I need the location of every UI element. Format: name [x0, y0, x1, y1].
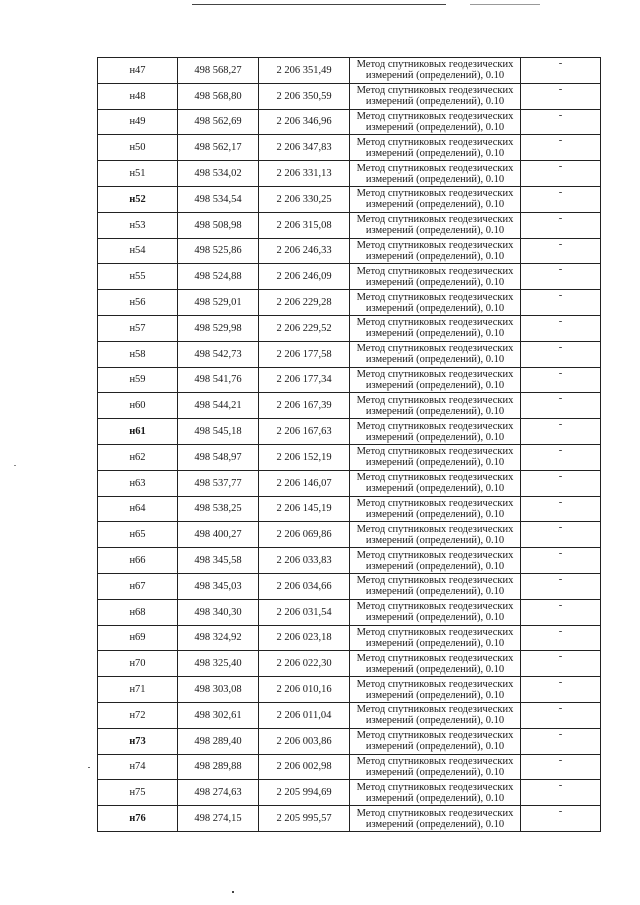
- empty-value-cell: -: [521, 290, 601, 316]
- method-line-2: измерений (определений), 0.10: [365, 508, 505, 520]
- point-name-cell: н50: [98, 135, 178, 161]
- coord-y-cell: 2 206 229,52: [259, 315, 350, 341]
- coord-x-cell: 498 529,01: [178, 290, 259, 316]
- method-cell: [350, 625, 521, 651]
- empty-value-cell: -: [521, 496, 601, 522]
- coord-x-cell: 498 541,76: [178, 367, 259, 393]
- method-line-2: измерений (определений), 0.10: [365, 689, 505, 701]
- method-line-1: Метод спутниковых геодезических: [356, 59, 514, 71]
- point-name-cell: н58: [98, 341, 178, 367]
- empty-value-cell: -: [521, 315, 601, 341]
- method-line-2: измерений (определений), 0.10: [365, 354, 505, 366]
- method-line-2: измерений (определений), 0.10: [365, 792, 505, 804]
- method-line-2: измерений (определений), 0.10: [365, 96, 505, 108]
- method-line-1: Метод спутниковых геодезических: [356, 136, 514, 148]
- method-cell: [350, 754, 521, 780]
- method-line-2: измерений (определений), 0.10: [365, 612, 505, 624]
- method-line-1: Метод спутниковых геодезических: [356, 497, 514, 509]
- method-line-2: измерений (определений), 0.10: [365, 715, 505, 727]
- coord-x-cell: 498 274,15: [178, 806, 259, 832]
- empty-value-cell: -: [521, 419, 601, 445]
- point-name-cell: н59: [98, 367, 178, 393]
- method-cell: [350, 238, 521, 264]
- table-row: [98, 599, 601, 625]
- coord-x-cell: 498 274,63: [178, 780, 259, 806]
- coord-x-cell: 498 524,88: [178, 264, 259, 290]
- method-line-1: Метод спутниковых геодезических: [356, 626, 514, 638]
- table-row: [98, 238, 601, 264]
- coord-x-cell: 498 400,27: [178, 522, 259, 548]
- coord-y-cell: 2 206 152,19: [259, 444, 350, 470]
- coord-x-cell: 498 568,27: [178, 58, 259, 84]
- table-row: [98, 651, 601, 677]
- table-row: [98, 444, 601, 470]
- empty-value-cell: -: [521, 238, 601, 264]
- method-line-2: измерений (определений), 0.10: [365, 147, 505, 159]
- method-line-1: Метод спутниковых геодезических: [356, 291, 514, 303]
- coord-x-cell: 498 537,77: [178, 470, 259, 496]
- coord-x-cell: 498 562,17: [178, 135, 259, 161]
- method-line-1: Метод спутниковых геодезических: [356, 239, 514, 251]
- method-cell: [350, 341, 521, 367]
- coordinates-table-body: [98, 58, 601, 832]
- empty-value-cell: -: [521, 393, 601, 419]
- method-line-2: измерений (определений), 0.10: [365, 457, 505, 469]
- method-line-2: измерений (определений), 0.10: [365, 483, 505, 495]
- coord-x-cell: 498 568,80: [178, 83, 259, 109]
- method-cell: [350, 290, 521, 316]
- coord-y-cell: 2 205 995,57: [259, 806, 350, 832]
- table-row: [98, 419, 601, 445]
- method-line-1: Метод спутниковых геодезических: [356, 317, 514, 329]
- coord-y-cell: 2 206 246,33: [259, 238, 350, 264]
- table-row: [98, 109, 601, 135]
- top-rule-secondary: [470, 4, 540, 5]
- method-cell: [350, 135, 521, 161]
- method-cell: [350, 212, 521, 238]
- method-line-2: измерений (определений), 0.10: [365, 302, 505, 314]
- method-line-1: Метод спутниковых геодезических: [356, 214, 514, 226]
- method-line-1: Метод спутниковых геодезических: [356, 420, 514, 432]
- point-name-cell: н51: [98, 161, 178, 187]
- coord-x-cell: 498 289,40: [178, 728, 259, 754]
- method-line-2: измерений (определений), 0.10: [365, 276, 505, 288]
- point-name-cell: н64: [98, 496, 178, 522]
- coord-y-cell: 2 206 330,25: [259, 186, 350, 212]
- coord-y-cell: 2 205 994,69: [259, 780, 350, 806]
- coord-x-cell: 498 562,69: [178, 109, 259, 135]
- empty-value-cell: -: [521, 599, 601, 625]
- method-line-1: Метод спутниковых геодезических: [356, 601, 514, 613]
- coord-x-cell: 498 534,54: [178, 186, 259, 212]
- table-row: [98, 625, 601, 651]
- coord-y-cell: 2 206 350,59: [259, 83, 350, 109]
- table-row: [98, 290, 601, 316]
- method-cell: [350, 109, 521, 135]
- empty-value-cell: -: [521, 651, 601, 677]
- method-cell: [350, 522, 521, 548]
- coord-x-cell: 498 508,98: [178, 212, 259, 238]
- empty-value-cell: -: [521, 212, 601, 238]
- method-cell: [350, 651, 521, 677]
- table-row: [98, 367, 601, 393]
- coord-x-cell: 498 303,08: [178, 677, 259, 703]
- coord-x-cell: 498 529,98: [178, 315, 259, 341]
- method-cell: [350, 702, 521, 728]
- point-name-cell: н48: [98, 83, 178, 109]
- method-line-2: измерений (определений), 0.10: [365, 431, 505, 443]
- coord-y-cell: 2 206 177,34: [259, 367, 350, 393]
- point-name-cell: н73: [98, 728, 178, 754]
- method-cell: [350, 83, 521, 109]
- empty-value-cell: -: [521, 58, 601, 84]
- method-line-1: Метод спутниковых геодезических: [356, 807, 514, 819]
- method-line-2: измерений (определений), 0.10: [365, 173, 505, 185]
- table-row: [98, 135, 601, 161]
- point-name-cell: н75: [98, 780, 178, 806]
- method-line-2: измерений (определений), 0.10: [365, 121, 505, 133]
- empty-value-cell: -: [521, 728, 601, 754]
- method-line-2: измерений (определений), 0.10: [365, 586, 505, 598]
- method-line-1: Метод спутниковых геодезических: [356, 162, 514, 174]
- coord-y-cell: 2 206 031,54: [259, 599, 350, 625]
- method-line-2: измерений (определений), 0.10: [365, 766, 505, 778]
- method-line-1: Метод спутниковых геодезических: [356, 368, 514, 380]
- table-row: [98, 341, 601, 367]
- coord-y-cell: 2 206 331,13: [259, 161, 350, 187]
- method-line-2: измерений (определений), 0.10: [365, 405, 505, 417]
- empty-value-cell: -: [521, 625, 601, 651]
- coord-y-cell: 2 206 034,66: [259, 573, 350, 599]
- coord-y-cell: 2 206 023,18: [259, 625, 350, 651]
- method-cell: [350, 367, 521, 393]
- table-row: [98, 58, 601, 84]
- empty-value-cell: -: [521, 186, 601, 212]
- method-cell: [350, 496, 521, 522]
- point-name-cell: н49: [98, 109, 178, 135]
- coord-x-cell: 498 345,58: [178, 548, 259, 574]
- method-line-1: Метод спутниковых геодезических: [356, 575, 514, 587]
- empty-value-cell: -: [521, 444, 601, 470]
- point-name-cell: н68: [98, 599, 178, 625]
- method-cell: [350, 444, 521, 470]
- table-row: [98, 393, 601, 419]
- point-name-cell: н63: [98, 470, 178, 496]
- table-row: [98, 186, 601, 212]
- method-line-2: измерений (определений), 0.10: [365, 560, 505, 572]
- coord-x-cell: 498 525,86: [178, 238, 259, 264]
- coord-y-cell: 2 206 346,96: [259, 109, 350, 135]
- coord-y-cell: 2 206 167,63: [259, 419, 350, 445]
- table-row: [98, 522, 601, 548]
- table-row: [98, 806, 601, 832]
- empty-value-cell: -: [521, 83, 601, 109]
- coord-y-cell: 2 206 229,28: [259, 290, 350, 316]
- table-row: [98, 264, 601, 290]
- point-name-cell: н74: [98, 754, 178, 780]
- coord-y-cell: 2 206 146,07: [259, 470, 350, 496]
- method-cell: [350, 161, 521, 187]
- method-line-2: измерений (определений), 0.10: [365, 199, 505, 211]
- coord-y-cell: 2 206 011,04: [259, 702, 350, 728]
- method-cell: [350, 470, 521, 496]
- table-row: [98, 470, 601, 496]
- coord-y-cell: 2 206 167,39: [259, 393, 350, 419]
- empty-value-cell: -: [521, 780, 601, 806]
- point-name-cell: н66: [98, 548, 178, 574]
- method-line-1: Метод спутниковых геодезических: [356, 446, 514, 458]
- method-line-1: Метод спутниковых геодезических: [356, 343, 514, 355]
- method-cell: [350, 573, 521, 599]
- method-line-1: Метод спутниковых геодезических: [356, 110, 514, 122]
- point-name-cell: н55: [98, 264, 178, 290]
- table-row: [98, 573, 601, 599]
- method-line-1: Метод спутниковых геодезических: [356, 472, 514, 484]
- empty-value-cell: -: [521, 470, 601, 496]
- table-row: [98, 496, 601, 522]
- method-cell: [350, 806, 521, 832]
- method-line-1: Метод спутниковых геодезических: [356, 652, 514, 664]
- empty-value-cell: -: [521, 161, 601, 187]
- point-name-cell: н71: [98, 677, 178, 703]
- scan-speck: [88, 767, 90, 768]
- method-cell: [350, 264, 521, 290]
- coord-y-cell: 2 206 002,98: [259, 754, 350, 780]
- coord-x-cell: 498 325,40: [178, 651, 259, 677]
- method-cell: [350, 58, 521, 84]
- coord-x-cell: 498 544,21: [178, 393, 259, 419]
- coord-x-cell: 498 538,25: [178, 496, 259, 522]
- point-name-cell: н61: [98, 419, 178, 445]
- coordinates-table: [97, 57, 601, 832]
- table-row: [98, 315, 601, 341]
- empty-value-cell: -: [521, 522, 601, 548]
- empty-value-cell: -: [521, 677, 601, 703]
- scan-speck: [14, 465, 16, 466]
- method-cell: [350, 728, 521, 754]
- coord-y-cell: 2 206 177,58: [259, 341, 350, 367]
- coord-x-cell: 498 548,97: [178, 444, 259, 470]
- method-cell: [350, 548, 521, 574]
- table-row: [98, 702, 601, 728]
- method-line-1: Метод спутниковых геодезических: [356, 678, 514, 690]
- method-line-2: измерений (определений), 0.10: [365, 637, 505, 649]
- coord-y-cell: 2 206 069,86: [259, 522, 350, 548]
- table-row: [98, 212, 601, 238]
- method-line-1: Метод спутниковых геодезических: [356, 755, 514, 767]
- coord-y-cell: 2 206 022,30: [259, 651, 350, 677]
- coord-x-cell: 498 542,73: [178, 341, 259, 367]
- coord-x-cell: 498 345,03: [178, 573, 259, 599]
- empty-value-cell: -: [521, 806, 601, 832]
- method-cell: [350, 186, 521, 212]
- point-name-cell: н47: [98, 58, 178, 84]
- coord-x-cell: 498 302,61: [178, 702, 259, 728]
- method-line-2: измерений (определений), 0.10: [365, 379, 505, 391]
- table-row: [98, 728, 601, 754]
- method-line-2: измерений (определений), 0.10: [365, 225, 505, 237]
- coord-y-cell: 2 206 033,83: [259, 548, 350, 574]
- top-rule: [192, 4, 446, 5]
- table-row: [98, 754, 601, 780]
- method-line-1: Метод спутниковых геодезических: [356, 265, 514, 277]
- empty-value-cell: -: [521, 135, 601, 161]
- empty-value-cell: -: [521, 109, 601, 135]
- table-row: [98, 548, 601, 574]
- scan-speck: [232, 891, 234, 893]
- method-cell: [350, 780, 521, 806]
- coord-x-cell: 498 324,92: [178, 625, 259, 651]
- coord-y-cell: 2 206 347,83: [259, 135, 350, 161]
- point-name-cell: н72: [98, 702, 178, 728]
- method-cell: [350, 393, 521, 419]
- coord-x-cell: 498 545,18: [178, 419, 259, 445]
- method-line-2: измерений (определений), 0.10: [365, 70, 505, 82]
- method-line-1: Метод спутниковых геодезических: [356, 704, 514, 716]
- method-line-2: измерений (определений), 0.10: [365, 818, 505, 830]
- point-name-cell: н52: [98, 186, 178, 212]
- coord-x-cell: 498 340,30: [178, 599, 259, 625]
- method-line-1: Метод спутниковых геодезических: [356, 730, 514, 742]
- coord-y-cell: 2 206 315,08: [259, 212, 350, 238]
- empty-value-cell: -: [521, 754, 601, 780]
- empty-value-cell: -: [521, 702, 601, 728]
- empty-value-cell: -: [521, 548, 601, 574]
- method-line-2: измерений (определений), 0.10: [365, 534, 505, 546]
- table-row: [98, 161, 601, 187]
- method-cell: [350, 677, 521, 703]
- coord-x-cell: 498 534,02: [178, 161, 259, 187]
- table-row: [98, 677, 601, 703]
- coord-y-cell: 2 206 246,09: [259, 264, 350, 290]
- table-row: [98, 83, 601, 109]
- point-name-cell: н69: [98, 625, 178, 651]
- empty-value-cell: -: [521, 341, 601, 367]
- point-name-cell: н60: [98, 393, 178, 419]
- method-line-2: измерений (определений), 0.10: [365, 741, 505, 753]
- method-line-1: Метод спутниковых геодезических: [356, 188, 514, 200]
- coord-x-cell: 498 289,88: [178, 754, 259, 780]
- empty-value-cell: -: [521, 573, 601, 599]
- method-cell: [350, 419, 521, 445]
- empty-value-cell: -: [521, 367, 601, 393]
- method-line-1: Метод спутниковых геодезических: [356, 549, 514, 561]
- point-name-cell: н53: [98, 212, 178, 238]
- method-line-2: измерений (определений), 0.10: [365, 328, 505, 340]
- point-name-cell: н70: [98, 651, 178, 677]
- method-cell: [350, 315, 521, 341]
- method-line-1: Метод спутниковых геодезических: [356, 85, 514, 97]
- point-name-cell: н56: [98, 290, 178, 316]
- point-name-cell: н76: [98, 806, 178, 832]
- method-line-2: измерений (определений), 0.10: [365, 663, 505, 675]
- method-line-2: измерений (определений), 0.10: [365, 250, 505, 262]
- method-line-1: Метод спутниковых геодезических: [356, 781, 514, 793]
- coord-y-cell: 2 206 003,86: [259, 728, 350, 754]
- point-name-cell: н65: [98, 522, 178, 548]
- point-name-cell: н57: [98, 315, 178, 341]
- point-name-cell: н62: [98, 444, 178, 470]
- method-line-1: Метод спутниковых геодезических: [356, 523, 514, 535]
- point-name-cell: н67: [98, 573, 178, 599]
- method-line-1: Метод спутниковых геодезических: [356, 394, 514, 406]
- empty-value-cell: -: [521, 264, 601, 290]
- coord-y-cell: 2 206 010,16: [259, 677, 350, 703]
- method-cell: [350, 599, 521, 625]
- coord-y-cell: 2 206 145,19: [259, 496, 350, 522]
- point-name-cell: н54: [98, 238, 178, 264]
- coord-y-cell: 2 206 351,49: [259, 58, 350, 84]
- table-row: [98, 780, 601, 806]
